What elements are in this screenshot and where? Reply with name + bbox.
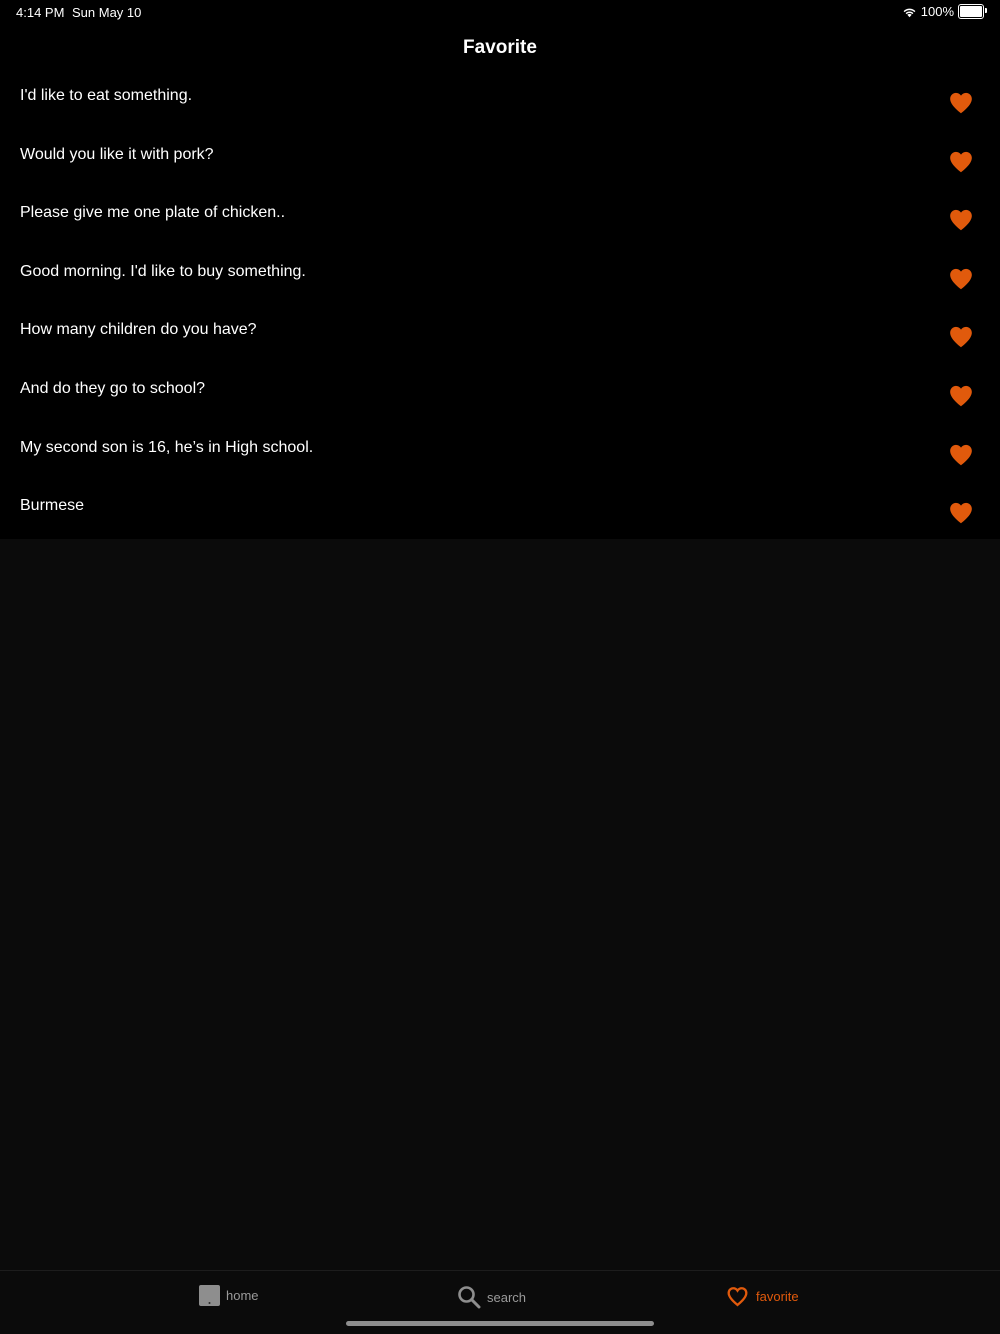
heart-icon[interactable]	[948, 207, 974, 233]
list-item-text: How many children do you have?	[20, 321, 257, 339]
list-item-text: Please give me one plate of chicken..	[20, 204, 286, 222]
list-item[interactable]	[0, 304, 1000, 363]
battery-percent: 100%	[920, 4, 954, 19]
status-right	[902, 4, 984, 19]
heart-icon[interactable]	[948, 383, 974, 409]
list-item-text: Would you like it with pork?	[20, 145, 214, 163]
list-item-text: And do they go to school?	[20, 379, 206, 397]
tab-search[interactable]	[457, 1285, 526, 1309]
tab-favorite[interactable]	[725, 1285, 799, 1308]
status-bar	[0, 0, 1000, 24]
tablet-icon	[199, 1285, 220, 1306]
battery-icon	[958, 4, 984, 19]
status-date: Sun May 10	[72, 5, 142, 20]
tab-home[interactable]	[199, 1285, 259, 1306]
magnifier-icon	[457, 1285, 481, 1309]
heart-icon[interactable]	[948, 149, 974, 175]
list-item[interactable]	[0, 480, 1000, 539]
home-indicator[interactable]	[346, 1321, 654, 1326]
heart-icon[interactable]	[948, 90, 974, 116]
list-item[interactable]	[0, 129, 1000, 188]
wifi-icon	[902, 6, 917, 18]
list-item-text: I'd like to eat something.	[20, 87, 193, 104]
tab-home-label: home	[226, 1288, 259, 1303]
list-item[interactable]	[0, 70, 1000, 129]
page-title: Favorite	[463, 37, 537, 58]
heart-icon[interactable]	[948, 324, 974, 350]
tab-favorite-label: favorite	[756, 1289, 799, 1304]
list-item-text: Burmese	[20, 497, 85, 515]
favorites-list	[0, 70, 1000, 539]
heart-outline-icon	[725, 1285, 750, 1308]
heart-icon[interactable]	[948, 442, 974, 468]
list-item[interactable]	[0, 363, 1000, 422]
list-item[interactable]	[0, 422, 1000, 481]
status-time: 4:14 PM	[16, 5, 65, 20]
heart-icon[interactable]	[948, 266, 974, 292]
list-item[interactable]	[0, 246, 1000, 305]
list-item-text: Good morning. I'd like to buy something.	[20, 262, 306, 280]
heart-icon[interactable]	[948, 500, 974, 526]
tab-search-label: search	[487, 1289, 527, 1305]
list-item[interactable]	[0, 187, 1000, 246]
nav-header	[0, 24, 1000, 74]
list-item-text: My second son is 16, he’s in High school.	[20, 438, 314, 456]
